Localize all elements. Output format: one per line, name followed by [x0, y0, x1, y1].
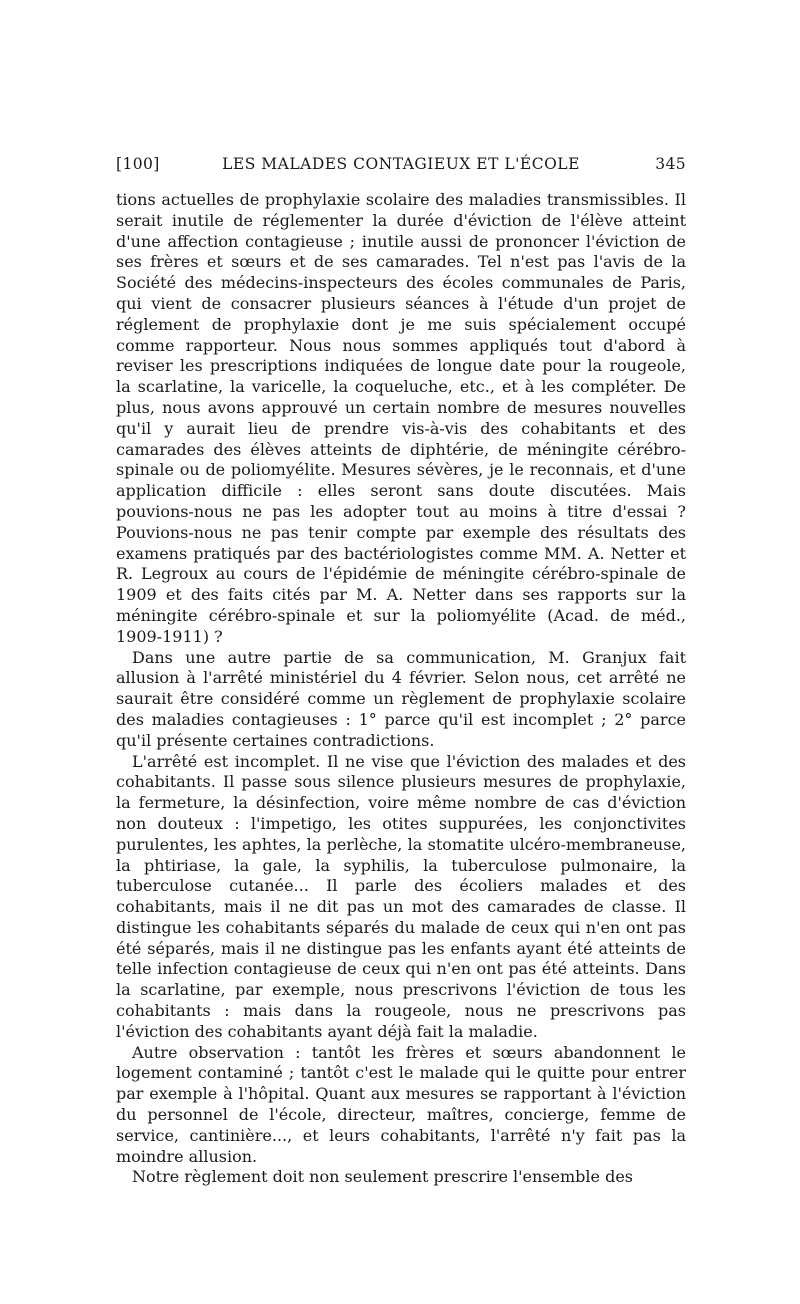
page-number: 345: [655, 155, 686, 173]
paragraph-autre-observation: Autre observation : tantôt les frères et sœurs abandonnent le logement contaminé ; tantôt c'est le malade qui le quitte pour entrer par exemple à l'hôpital. Quant aux mesures se rapportant à l'éviction du personnel de l'école, directeur, maîtres, concierge, femme de service, cantinière..., et leurs cohabitants, l'arrêté n'y fait pas la moindre allusion.: [116, 1042, 686, 1166]
paragraph-continuation: tions actuelles de prophylaxie scolaire des maladies transmissibles. Il serait inutile de réglementer la durée d'éviction de l'élève atteint d'une affection contagieuse ; inutile aussi de prononcer l'éviction de ses frères et sœurs et de ses camarades. Tel n'est pas l'avis de la Société des médecins-inspecteurs des écoles communales de Paris, qui vient de consacrer plusieurs séances à l'étude d'un projet de réglement de prophylaxie dont je me suis spécialement occupé comme rapporteur. Nous nous sommes appliqués tout d'abord à reviser les prescriptions indiquées de longue date pour la rougeole, la scarlatine, la varicelle, la coqueluche, etc., et à les compléter. De plus, nous avons approuvé un certain nombre de mesures nouvelles qu'il y aurait lieu de prendre vis-à-vis des cohabitants et des camarades des élèves atteints de diphtérie, de méningite cérébro-spinale ou de poliomyélite. Mesures sévères, je le reconnais, et d'une application difficile : elles seront sans doute discutées. Mais pouvions-nous ne pas les adopter tout au moins à titre d'essai ? Pouvions-nous ne pas tenir compte par exemple des résultats des examens pratiqués par des bactériologistes comme MM. A. Netter et R. Legroux au cours de l'épidémie de méningite cérébro-spinale de 1909 et des faits cités par M. A. Netter dans ses rapports sur la méningite cérébro-spinale et sur la poliomyélite (Acad. de méd., 1909-1911) ?: [116, 190, 686, 646]
running-title: LES MALADES CONTAGIEUX ET L'ÉCOLE: [222, 155, 580, 173]
section-number: [100]: [116, 155, 160, 173]
paragraph-notre-reglement: Notre règlement doit non seulement prescrire l'ensemble des: [132, 1167, 634, 1187]
running-header: [116, 155, 686, 181]
body-text: [116, 190, 686, 1188]
page-content: [116, 155, 686, 1188]
paragraph-arrete-incomplet: L'arrêté est incomplet. Il ne vise que l'éviction des malades et des cohabitants. Il passe sous silence plusieurs mesures de prophylaxie, la fermeture, la désinfection, voire même nombre de cas d'éviction non douteux : l'impetigo, les otites suppurées, les conjonctivites purulentes, les aphtes, la perlèche, la stomatite ulcéro-membraneuse, la phtiriase, la gale, la syphilis, la tuberculose pulmonaire, la tuberculose cutanée... Il parle des écoliers malades et des cohabitants, mais il ne dit pas un mot des camarades de classe. Il distingue les cohabitants séparés du malade de ceux qui n'en ont pas été séparés, mais il ne distingue pas les enfants ayant été atteints de telle infection contagieuse de ceux qui n'en ont pas été atteints. Dans la scarlatine, par exemple, nous prescrivons l'éviction de tous les cohabitants : mais dans la rougeole, nous ne prescrivons pas l'éviction des cohabitants ayant déjà fait la maladie.: [116, 751, 686, 1041]
paragraph-granjux: Dans une autre partie de sa communication, M. Granjux fait allusion à l'arrêté ministériel du 4 février. Selon nous, cet arrêté ne saurait être considéré comme un règlement de prophylaxie scolaire des maladies contagieuses : 1° parce qu'il est incomplet ; 2° parce qu'il présente certaines contradictions.: [116, 647, 686, 750]
